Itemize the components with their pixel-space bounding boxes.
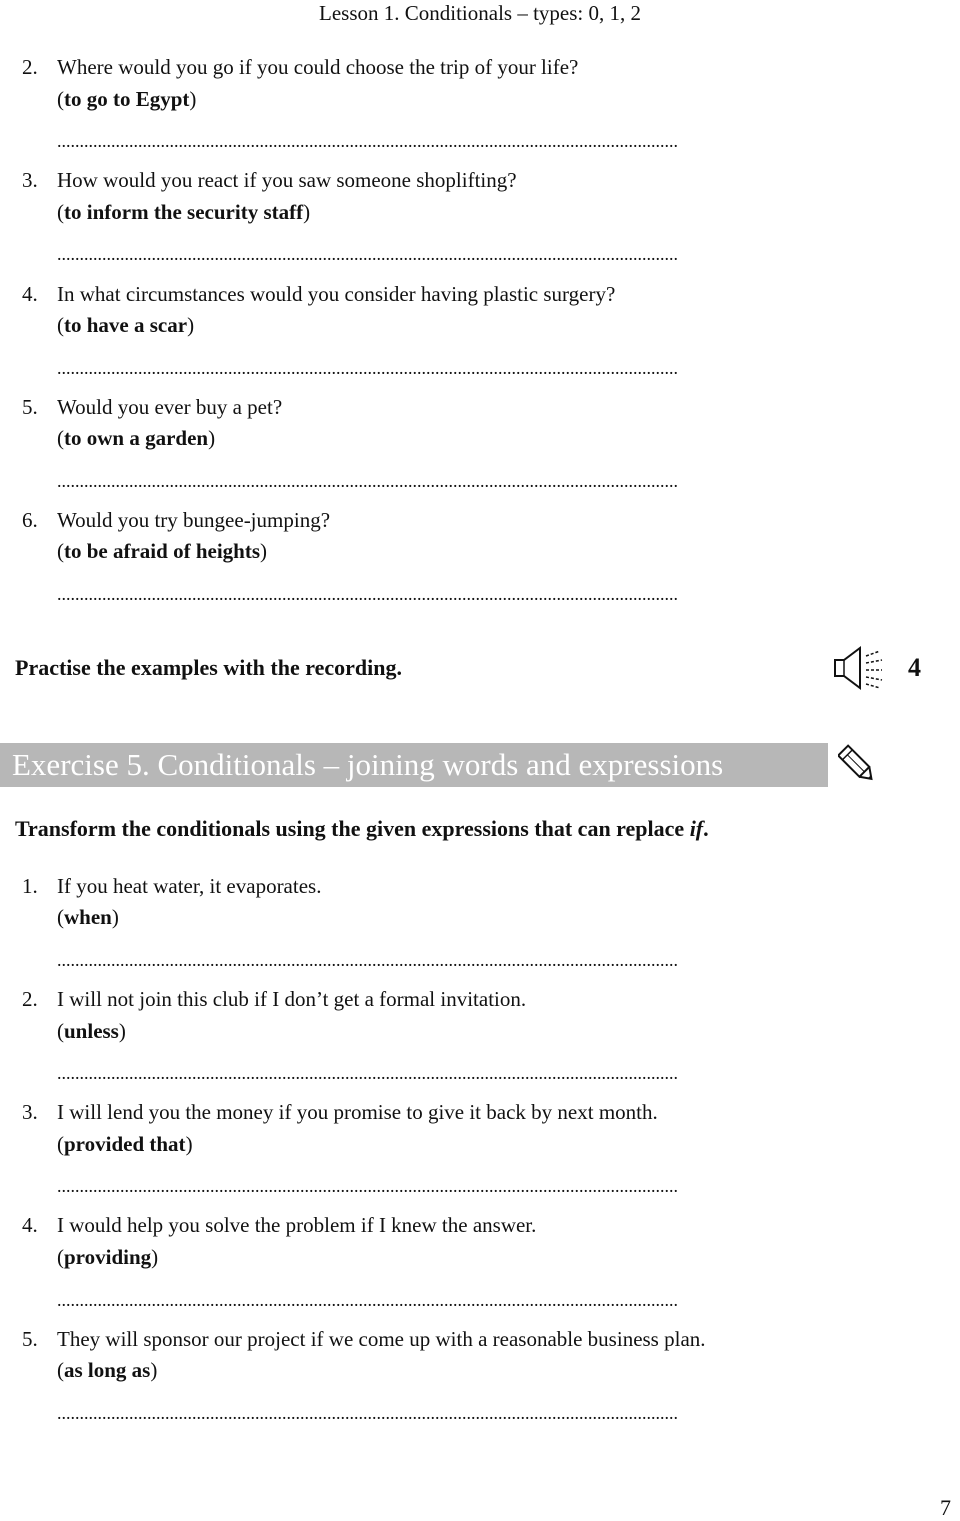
question-text: How would you react if you saw someone shoplifting? (57, 168, 517, 192)
question-text: Would you try bungee-jumping? (57, 508, 331, 532)
answer-line[interactable]: .......................................................................................................................................... (57, 584, 678, 604)
question-text: Where would you go if you could choose the trip of your life? (57, 55, 579, 79)
running-head: Lesson 1. Conditionals – types: 0, 1, 2 (319, 1, 641, 25)
prompt-cue: (to own a garden) (57, 426, 216, 450)
item-number: 4. (22, 282, 38, 306)
prompt-cue: (as long as) (57, 1358, 158, 1382)
answer-line[interactable]: .......................................................................................................................................... (57, 244, 678, 264)
section-title: Exercise 5. Conditionals – joining words and expressions (12, 747, 724, 782)
pencil-icon (838, 742, 878, 786)
answer-line[interactable]: .......................................................................................................................................... (57, 1290, 678, 1310)
prompt-cue: (when) (57, 905, 119, 929)
item-number: 4. (22, 1213, 38, 1237)
answer-line[interactable]: .......................................................................................................................................... (57, 1403, 678, 1423)
sentence-text: If you heat water, it evaporates. (57, 874, 322, 898)
answer-line[interactable]: .......................................................................................................................................... (57, 358, 678, 378)
prompt-cue: (to go to Egypt) (57, 87, 197, 111)
sentence-text: I would help you solve the problem if I knew the answer. (57, 1213, 537, 1237)
speaker-icon[interactable] (832, 646, 886, 690)
item-number: 3. (22, 168, 38, 192)
prompt-cue: (to inform the security staff) (57, 200, 311, 224)
item-number: 2. (22, 987, 38, 1011)
answer-line[interactable]: .......................................................................................................................................... (57, 1176, 678, 1196)
item-number: 1. (22, 874, 38, 898)
recording-instruction: Practise the examples with the recording. (15, 655, 402, 680)
sentence-text: I will lend you the money if you promise to give it back by next month. (57, 1100, 658, 1124)
track-number: 4 (908, 653, 921, 682)
item-number: 6. (22, 508, 38, 532)
answer-line[interactable]: .......................................................................................................................................... (57, 950, 678, 970)
question-text: Would you ever buy a pet? (57, 395, 283, 419)
sentence-text: I will not join this club if I don’t get a formal invitation. (57, 987, 527, 1011)
question-text: In what circumstances would you consider having plastic surgery? (57, 282, 616, 306)
page-number: 7 (940, 1495, 951, 1520)
answer-line[interactable]: .......................................................................................................................................... (57, 131, 678, 151)
item-number: 5. (22, 1327, 38, 1351)
item-number: 3. (22, 1100, 38, 1124)
prompt-cue: (to be afraid of heights) (57, 539, 267, 563)
prompt-cue: (unless) (57, 1019, 126, 1043)
prompt-cue: (providing) (57, 1245, 159, 1269)
sentence-text: They will sponsor our project if we come up with a reasonable business plan. (57, 1327, 706, 1351)
exercise-instruction: Transform the conditionals using the given expressions that can replace if. (15, 816, 709, 841)
prompt-cue: (provided that) (57, 1132, 193, 1156)
answer-line[interactable]: .......................................................................................................................................... (57, 471, 678, 491)
item-number: 5. (22, 395, 38, 419)
prompt-cue: (to have a scar) (57, 313, 195, 337)
item-number: 2. (22, 55, 38, 79)
answer-line[interactable]: .......................................................................................................................................... (57, 1063, 678, 1083)
